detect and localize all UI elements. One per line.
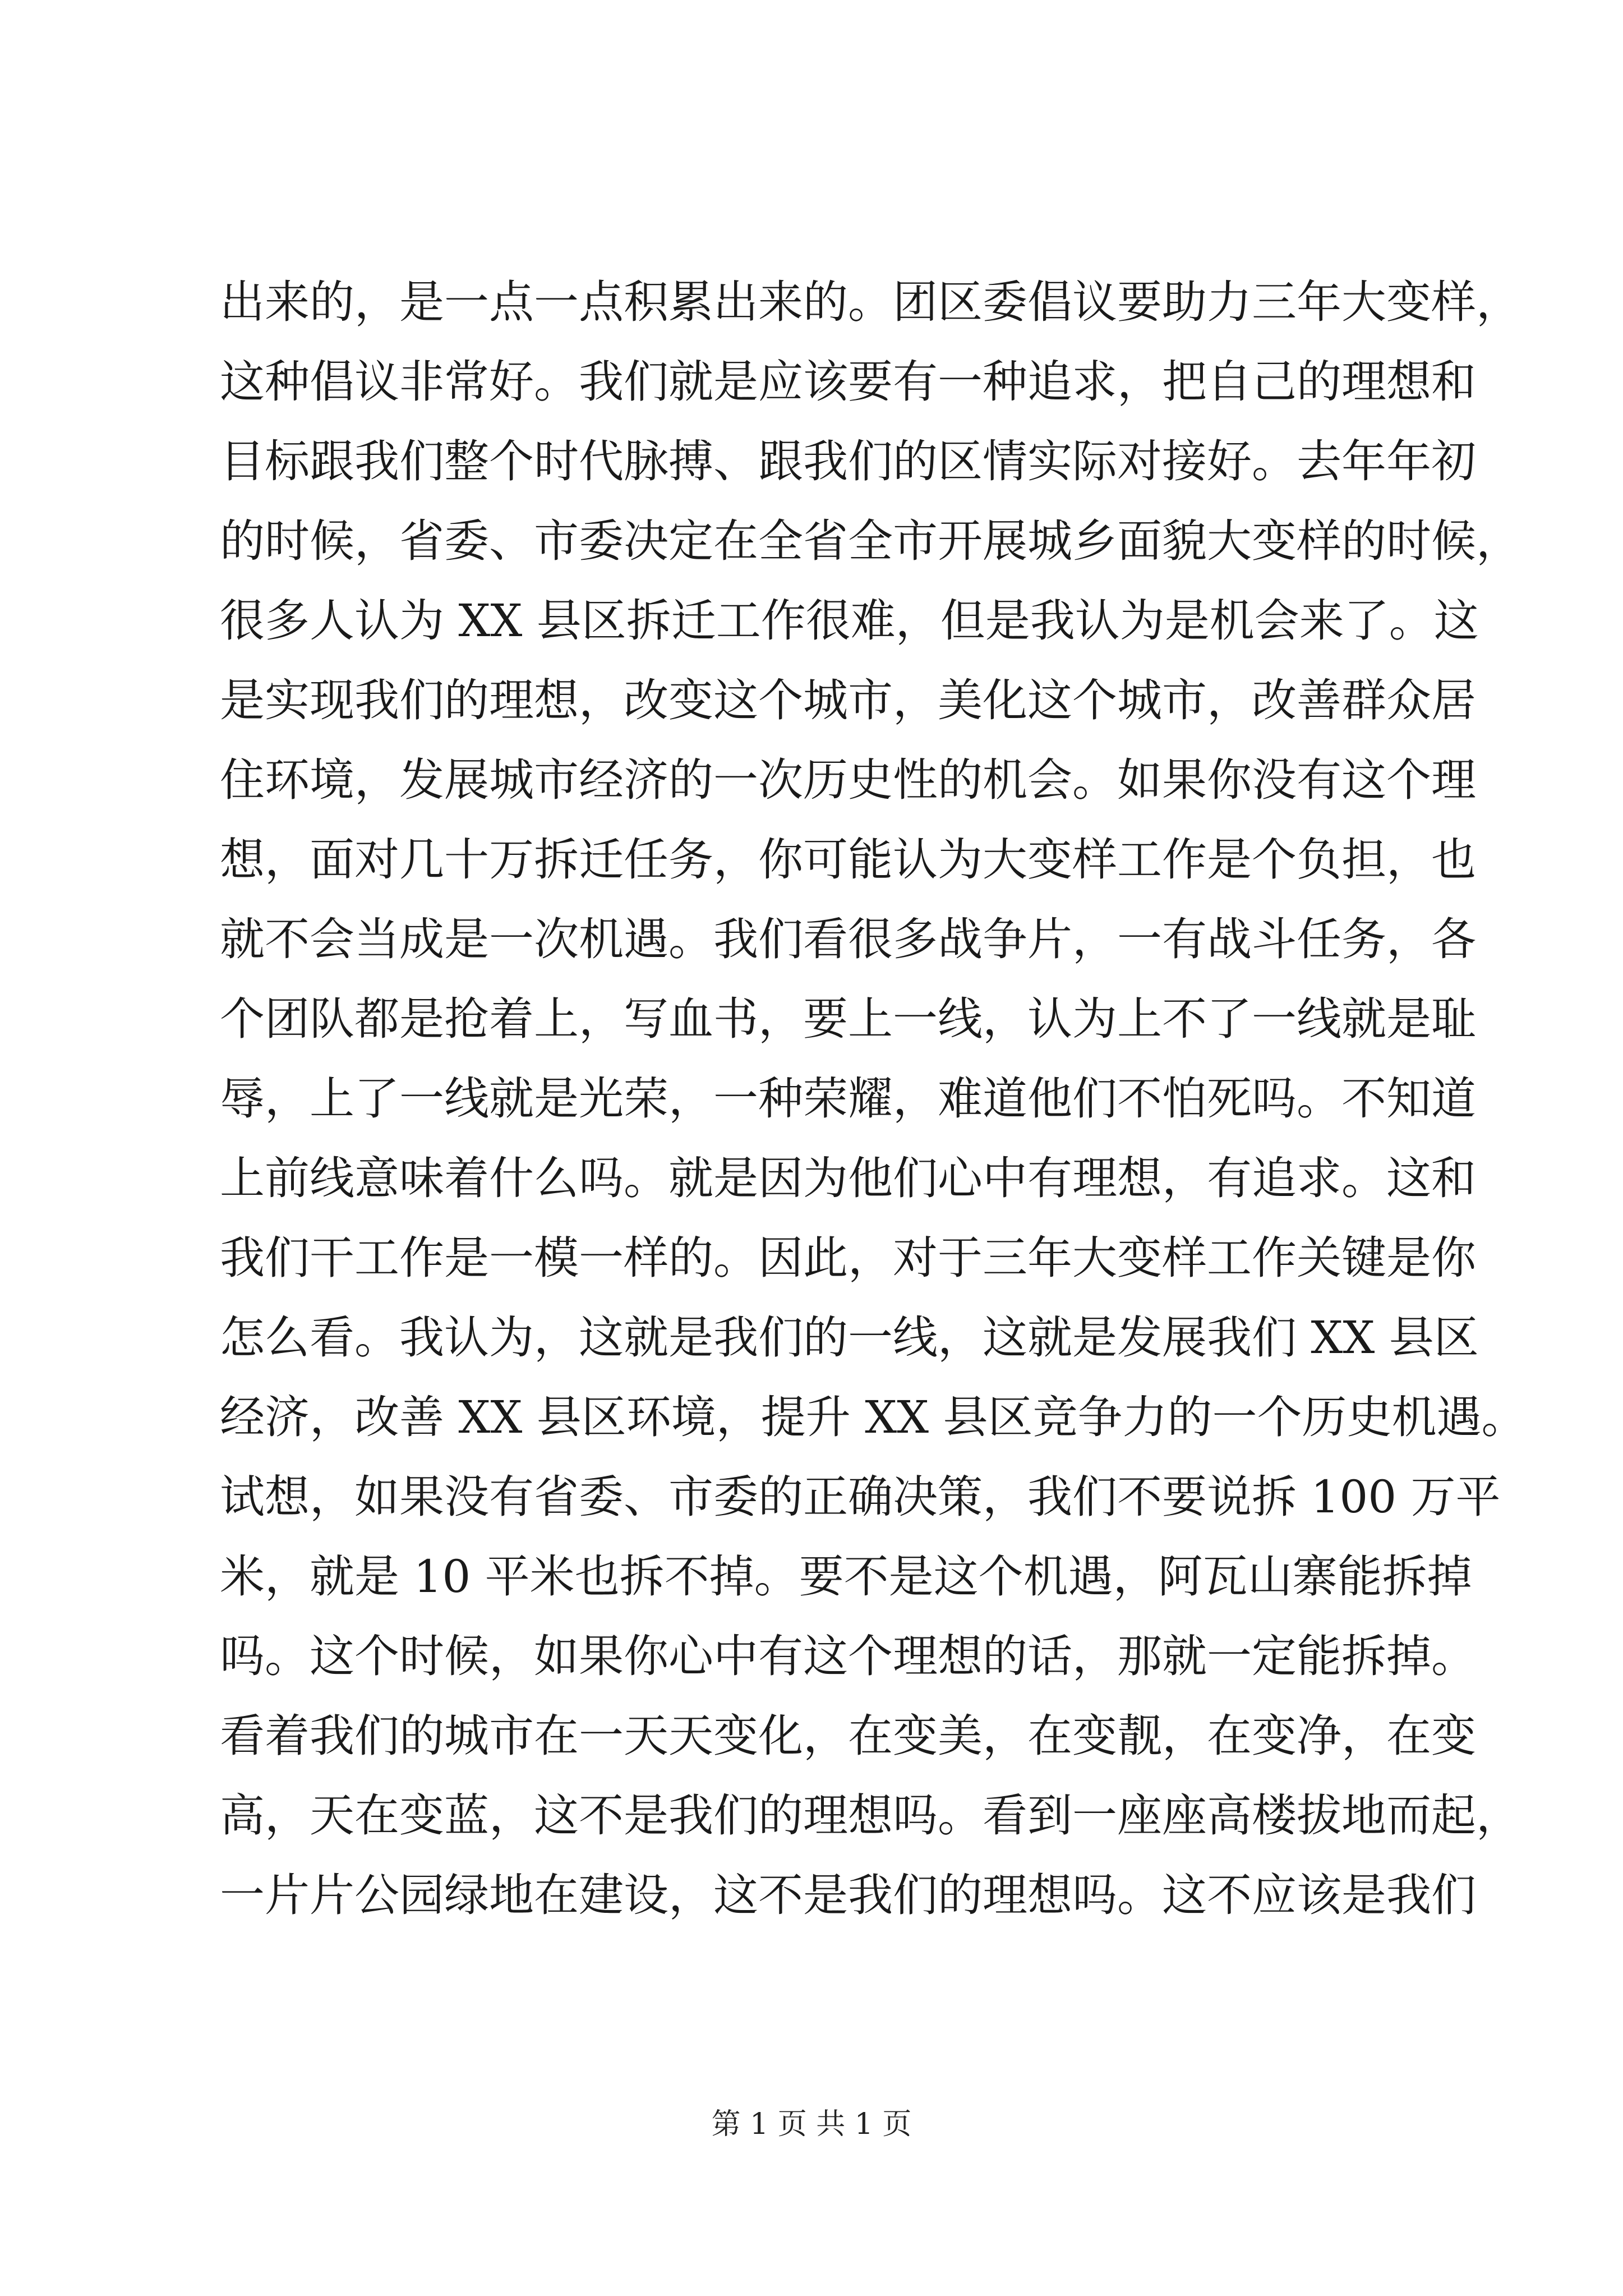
text-line: 米，就是 10 平米也拆不掉。要不是这个机遇，阿瓦山寨能拆掉 [220,1550,1472,1603]
page-footer: 第 1 页 共 1 页 [711,2108,912,2141]
text-line: 住环境，发展城市经济的一次历史性的机会。如果你没有这个理 [220,754,1476,806]
text-line: 出来的，是一点一点积累出来的。团区委倡议要助力三年大变样， [220,276,1521,328]
text-line: 经济，改善 XX 县区环境，提升 XX 县区竞争力的一个历史机遇。 [220,1391,1527,1443]
text-line: 是实现我们的理想，改变这个城市，美化这个城市，改善群众居 [220,674,1476,726]
text-line: 试想，如果没有省委、市委的正确决策，我们不要说拆 100 万平 [220,1471,1501,1523]
text-line: 就不会当成是一次机遇。我们看很多战争片，一有战斗任务，各 [220,913,1476,965]
text-line: 一片片公园绿地在建设，这不是我们的理想吗。这不应该是我们 [220,1869,1476,1921]
text-line: 怎么看。我认为，这就是我们的一线，这就是发展我们 XX 县区 [220,1312,1479,1364]
text-line: 很多人认为 XX 县区拆迁工作很难，但是我认为是机会来了。这 [220,595,1479,647]
text-line: 目标跟我们整个时代脉搏、跟我们的区情实际对接好。去年年初 [220,435,1476,487]
text-line: 的时候，省委、市委决定在全省全市开展城乡面貌大变样的时候， [220,515,1521,567]
text-line: 想，面对几十万拆迁任务，你可能认为大变样工作是个负担，也 [220,834,1476,886]
text-line: 吗。这个时候，如果你心中有这个理想的话，那就一定能拆掉。 [220,1630,1476,1682]
text-line: 上前线意味着什么吗。就是因为他们心中有理想，有追求。这和 [220,1152,1476,1204]
text-line: 个团队都是抢着上，写血书，要上一线，认为上不了一线就是耻 [220,993,1476,1045]
text-line: 这种倡议非常好。我们就是应该要有一种追求，把自己的理想和 [220,356,1476,408]
text-line: 看着我们的城市在一天天变化，在变美，在变靓，在变净，在变 [220,1710,1476,1762]
body-text [220,263,1527,1935]
text-line: 辱，上了一线就是光荣，一种荣耀，难道他们不怕死吗。不知道 [220,1073,1476,1125]
text-line: 我们干工作是一模一样的。因此，对于三年大变样工作关键是你 [220,1232,1476,1284]
text-line: 高，天在变蓝，这不是我们的理想吗。看到一座座高楼拔地而起， [220,1789,1521,1842]
